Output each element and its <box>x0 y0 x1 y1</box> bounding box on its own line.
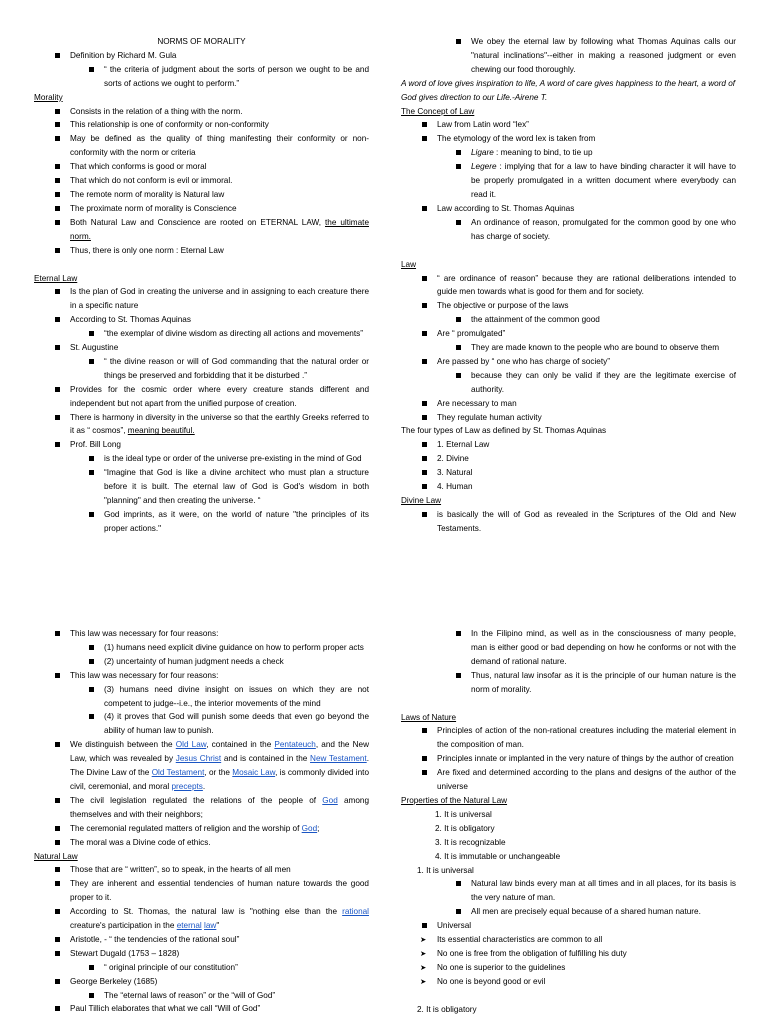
text-line: According to St. Thomas Aquinas <box>34 313 369 327</box>
text-run: Ligare <box>471 148 494 158</box>
text-line: ➤ No one is superior to the guidelines <box>401 961 736 975</box>
text-run: The ceremonial regulated matters of religion and the worship of <box>70 823 302 833</box>
text-line <box>34 738 369 794</box>
text-line: 4. Human <box>401 480 736 494</box>
text-line: Natural law binds every man at all times and in all places, for its basis is the very nature of man. <box>401 877 736 905</box>
text-run: : meaning to bind, to tie up <box>493 148 593 158</box>
text-run: . <box>202 781 206 791</box>
text-line: May be defined as the quality of thing manifesting their conformity or non-conformity with the norm or criteria <box>34 132 369 160</box>
section-heading: The Concept of Law <box>401 106 475 116</box>
column-bottom-right <box>401 627 736 1017</box>
text-run: There is harmony in diversity in the universe so that the earthly Greeks referred to it as “ cosmos”, <box>70 412 369 436</box>
hyperlink[interactable]: God <box>301 823 318 833</box>
hyperlink[interactable]: Jesus Christ <box>175 754 222 764</box>
text-line: 3. Natural <box>401 466 736 480</box>
text-line: George Berkeley (1685) <box>34 975 369 989</box>
text-run: Both Natural Law and Conscience are rooted on ETERNAL LAW, <box>70 217 325 227</box>
hyperlink[interactable]: God <box>322 795 338 805</box>
text-line: Principles of action of the non-rational creatures including the material element in the composition of man. <box>401 724 736 752</box>
text-line: 2. It is obligatory <box>435 823 495 833</box>
text-run: , contained in the <box>206 740 275 750</box>
text-line: They regulate human activity <box>401 411 736 425</box>
column-bottom-left <box>34 627 369 1016</box>
text-line: “Imagine that God is like a divine architect who must plan a structure before it is built. The eternal law of God is God's wisdom in both "planning" and then creating the universe. “ <box>34 466 369 508</box>
text-run: creature's participation in the <box>70 921 177 931</box>
text-line: In the Filipino mind, as well as in the consciousness of many people, man is either good or bad depending on how he conforms or not with the demand of rational nature. <box>401 627 736 669</box>
text-line: Are fixed and determined according to the plans and designs of the author of the universe <box>401 766 736 794</box>
text-line: God imprints, as it were, on the world of nature "the principles of its proper actions." <box>34 508 369 536</box>
text-run: We distinguish between the <box>70 740 176 750</box>
text-line: 1. Eternal Law <box>401 438 736 452</box>
text-run: , and the New Law, which was revealed by <box>70 740 369 764</box>
text-line: Provides for the cosmic order where every creature stands different and independent but not apart from the unified purpose of creation. <box>34 383 369 411</box>
text-run: : implying that for a law to have binding character it will have to be properly promulgated in a written document where everybody can read it. <box>471 162 736 199</box>
text-line: The “eternal laws of reason” or the “will of God” <box>34 989 369 1003</box>
text-line: Consists in the relation of a thing with the norm. <box>34 105 369 119</box>
text-line: The moral was a Divine code of ethics. <box>34 836 369 850</box>
text-line: 2. Divine <box>401 452 736 466</box>
text-line: Are “ promulgated” <box>401 327 736 341</box>
text-line: Paul Tillich elaborates that what we call “Will of God” <box>34 1002 369 1016</box>
text-line: 4. It is immutable or unchangeable <box>435 851 561 861</box>
spacer <box>401 989 736 1003</box>
text-line <box>401 146 736 160</box>
text-line: Thus, there is only one norm : Eternal Law <box>34 244 369 258</box>
text-line: “ are ordinance of reason” because they are rational deliberations intended to guide men towards what is good for them and for society. <box>401 272 736 300</box>
text-line: “ the criteria of judgment about the sorts of person we ought to be and sorts of actions we ought to perform.” <box>34 63 369 91</box>
text-line: (3) humans need divine insight on issues on which they are not competent to judge--i.e., the interior movements of the mind <box>34 683 369 711</box>
text-line: Is the plan of God in creating the universe and in assigning to each creature there in a specific nature <box>34 285 369 313</box>
text-line: An ordinance of reason, promulgated for the common good by one who has charge of society. <box>401 216 736 244</box>
text-run: and is contained in the <box>221 754 311 764</box>
text-line <box>34 822 369 836</box>
text-line: “ original principle of our constitution” <box>34 961 369 975</box>
text-run: the ultimate norm. <box>70 217 369 241</box>
hyperlink[interactable]: Old Testament <box>151 768 205 778</box>
text-line: Stewart Dugald (1753 – 1828) <box>34 947 369 961</box>
spacer <box>401 244 736 258</box>
text-line: 1. It is universal <box>435 809 492 819</box>
text-line: Those that are “ written”, so to speak, in the hearts of all men <box>34 863 369 877</box>
text-line: ➤ No one is beyond good or evil <box>401 975 736 989</box>
hyperlink[interactable]: law <box>204 921 217 931</box>
section-heading: Laws of Nature <box>401 712 457 722</box>
text-run: " <box>216 921 220 931</box>
hyperlink[interactable]: precepts <box>171 781 203 791</box>
section-heading: Eternal Law <box>34 273 78 283</box>
text-line <box>34 794 369 822</box>
column-top-left <box>34 35 369 536</box>
text-line <box>34 905 369 933</box>
text-run: . The Divine Law of the <box>70 754 369 778</box>
text-line: A word of love gives inspiration to life, A word of care gives happiness to the heart, a word of God gives direction to our Life.-Airene T. <box>401 78 736 102</box>
text-line: is the ideal type or order of the universe pre-existing in the mind of God <box>34 452 369 466</box>
text-line: The etymology of the word lex is taken from <box>401 132 736 146</box>
text-line: because they can only be valid if they are the legitimate exercise of authority. <box>401 369 736 397</box>
text-line: “the exemplar of divine wisdom as directing all actions and movements” <box>34 327 369 341</box>
text-line <box>34 411 369 439</box>
text-run: Legere <box>471 162 497 172</box>
text-line: Universal <box>401 919 736 933</box>
hyperlink[interactable]: New Testament <box>310 754 367 764</box>
text-line: (4) it proves that God will punish some deeds that even go beyond the ability of human law to punish. <box>34 710 369 738</box>
text-line: They are inherent and essential tendencies of human nature towards the good proper to it. <box>34 877 369 905</box>
section-heading: Morality <box>34 92 63 102</box>
text-run: The civil legislation regulated the relations of the people of <box>70 795 323 805</box>
text-line: The remote norm of morality is Natural law <box>34 188 369 202</box>
spacer <box>34 258 369 272</box>
text-line: the attainment of the common good <box>401 313 736 327</box>
text-run: , is commonly divided into civil, ceremonial, and moral <box>70 768 370 791</box>
text-line: This law was necessary for four reasons: <box>34 669 369 683</box>
text-line: Law from Latin word “lex” <box>401 118 736 132</box>
text-line: Prof. Bill Long <box>34 438 369 452</box>
section-heading: Law <box>401 259 417 269</box>
text-line <box>401 160 736 202</box>
text-line: is basically the will of God as revealed in the Scriptures of the Old and New Testaments. <box>401 508 736 536</box>
section-heading: Properties of the Natural Law <box>401 795 508 805</box>
text-run: , or the <box>204 768 233 778</box>
text-line: Law according to St. Thomas Aquinas <box>401 202 736 216</box>
text-line: This relationship is one of conformity or non-conformity <box>34 118 369 132</box>
text-line: ➤ Its essential characteristics are common to all <box>401 933 736 947</box>
section-heading: Divine Law <box>401 496 442 505</box>
text-line: St. Augustine <box>34 341 369 355</box>
text-line: Are necessary to man <box>401 397 736 411</box>
text-line: That which do not conform is evil or immoral. <box>34 174 369 188</box>
text-line: 3. It is recognizable <box>435 837 506 847</box>
text-run: among themselves and with their neighbors; <box>70 795 370 819</box>
section-heading: Natural Law <box>34 851 78 861</box>
text-line: Are passed by “ one who has charge of society” <box>401 355 736 369</box>
text-line: (1) humans need explicit divine guidance on how to perform proper acts <box>34 641 369 655</box>
text-line: Definition by Richard M. Gula <box>34 49 369 63</box>
column-top-right <box>401 35 736 536</box>
text-line: 1. It is universal <box>417 865 474 875</box>
text-line: Principles innate or implanted in the very nature of things by the author of creation <box>401 752 736 766</box>
text-line: ➤ No one is free from the obligation of fulfilling his duty <box>401 947 736 961</box>
hyperlink[interactable]: Mosaic Law <box>232 768 276 778</box>
hyperlink[interactable]: eternal <box>176 921 202 931</box>
text-line: Aristotle, - “ the tendencies of the rational soul” <box>34 933 369 947</box>
hyperlink[interactable]: Old Law <box>175 740 207 750</box>
text-line: That which conforms is good or moral <box>34 160 369 174</box>
text-line: 2. It is obligatory <box>417 1004 477 1014</box>
text-line: NORMS OF MORALITY <box>157 37 246 46</box>
text-line: This law was necessary for four reasons: <box>34 627 369 641</box>
text-line: (2) uncertainty of human judgment needs a check <box>34 655 369 669</box>
text-run: According to St. Thomas, the natural law is "nothing else than the <box>70 907 343 917</box>
text-line: They are made known to the people who are bound to observe them <box>401 341 736 355</box>
text-line: “ the divine reason or will of God commanding that the natural order or things be preserved and forbidding that it be disturbed .” <box>34 355 369 383</box>
text-line: We obey the eternal law by following what Thomas Aquinas calls our "natural inclinations"--either in making a reasoned judgment or even chewing our food thoroughly. <box>401 35 736 77</box>
text-line <box>34 216 369 244</box>
text-run: meaning beautiful. <box>127 426 195 436</box>
text-line: Thus, natural law insofar as it is the principle of our human nature is the norm of morality. <box>401 669 736 697</box>
hyperlink[interactable]: Pentateuch <box>274 740 316 750</box>
text-run: ; <box>317 823 320 833</box>
hyperlink[interactable]: rational <box>342 907 369 917</box>
text-line: The proximate norm of morality is Conscience <box>34 202 369 216</box>
text-line: All men are precisely equal because of a shared human nature. <box>401 905 736 919</box>
spacer <box>401 697 736 711</box>
text-line: The objective or purpose of the laws <box>401 299 736 313</box>
text-line: The four types of Law as defined by St. Thomas Aquinas <box>401 426 607 436</box>
